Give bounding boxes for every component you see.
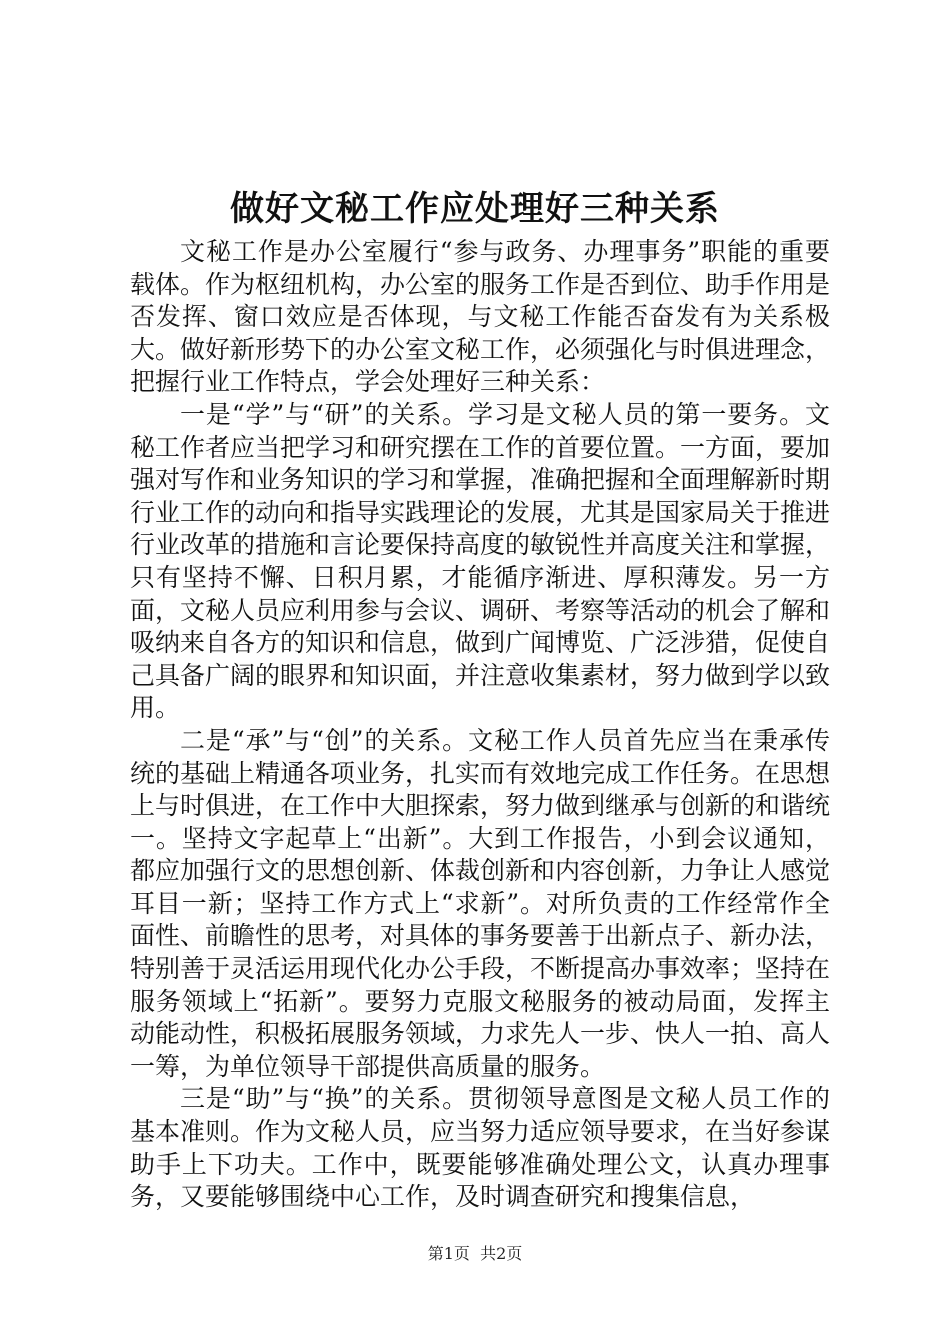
paragraph-assist-switch: 三是“助”与“换”的关系。贯彻领导意图是文秘人员工作的基本准则。作为文秘人员，应当努力适应领导要求，在当好参谋助手上下功夫。工作中，既要能够准确处理公文，认真办理事务，又要能够围绕中心工作，及时调查研究和搜集信息， bbox=[130, 1084, 831, 1212]
page-number: 第1页 共2页 bbox=[427, 1244, 523, 1263]
paragraph-intro: 文秘工作是办公室履行“参与政务、办理事务”职能的重要载体。作为枢纽机构，办公室的服务工作是否到位、助手作用是否发挥、窗口效应是否体现，与文秘工作能否奋发有为关系极大。做好新形势下的办公室文秘工作，必须强化与时俱进理念，把握行业工作特点，学会处理好三种关系： bbox=[130, 237, 831, 397]
paragraph-study-research: 一是“学”与“研”的关系。学习是文秘人员的第一要务。文秘工作者应当把学习和研究摆在工作的首要位置。一方面，要加强对写作和业务知识的学习和掌握，准确把握和全面理解新时期行业工作的动向和指导实践理论的发展，尤其是国家局关于推进行业改革的措施和言论要保持高度的敏锐性并高度关注和掌握，只有坚持不懈、日积月累，才能循序渐进、厚积薄发。另一方面，文秘人员应利用参与会议、调研、考察等活动的机会了解和吸纳来自各方的知识和信息，做到广闻博览、广泛涉猎，促使自己具备广阔的眼界和知识面，并注意收集素材，努力做到学以致用。 bbox=[130, 399, 831, 723]
document-body bbox=[130, 236, 830, 1214]
page-footer bbox=[0, 1242, 950, 1266]
paragraph-inherit-innovate: 二是“承”与“创”的关系。文秘工作人员首先应当在秉承传统的基础上精通各项业务，扎实而有效地完成工作任务。在思想上与时俱进，在工作中大胆探索，努力做到继承与创新的和谐统一。坚持文字起草上“出新”。大到工作报告，小到会议通知，都应加强行文的思想创新、体裁创新和内容创新，力争让人感觉耳目一新；坚持工作方式上“求新”。对所负责的工作经常作全面性、前瞻性的思考，对具体的事务要善于出新点子、新办法，特别善于灵活运用现代化办公手段，不断提高办事效率；坚持在服务领域上“拓新”。要努力克服文秘服务的被动局面，发挥主动能动性，积极拓展服务领域，力求先人一步、快人一拍、高人一筹，为单位领导干部提供高质量的服务。 bbox=[130, 725, 831, 1081]
document-title: 做好文秘工作应处理好三种关系 bbox=[230, 189, 720, 229]
